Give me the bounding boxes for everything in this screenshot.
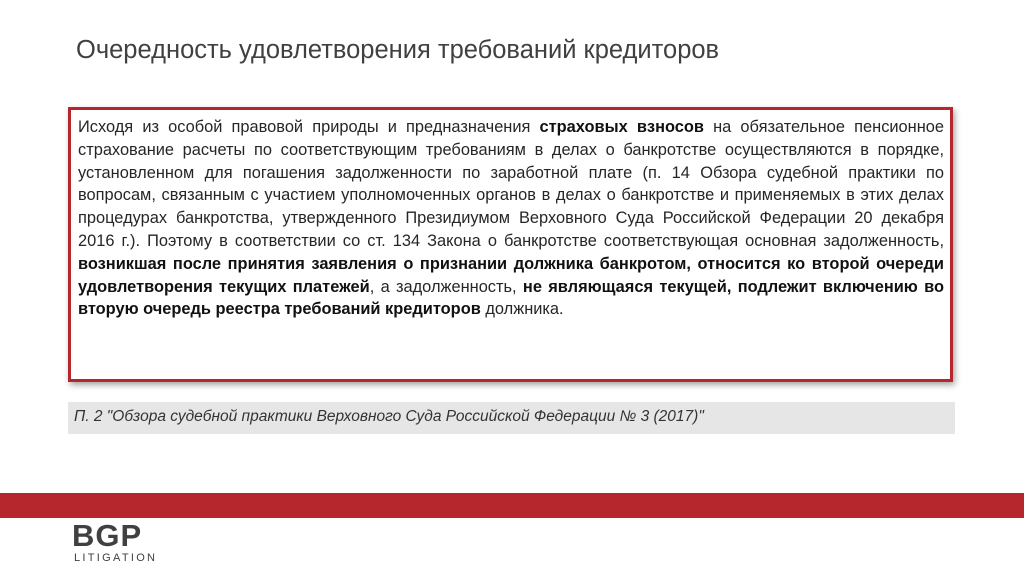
quote-segment-4-bold: возникшая после принятия заявления о признании должника банкротом, относится ко второй очереди удовлетворения текущих платежей xyxy=(78,254,944,296)
quote-text xyxy=(78,116,944,321)
footer-band xyxy=(0,493,1024,518)
quote-segment-6-bold: не являющаяся текущей, подлежит включению во вторую очередь реестра требований кредиторов xyxy=(78,277,944,319)
quote-box xyxy=(68,107,953,382)
source-citation-bar xyxy=(68,402,955,434)
quote-segment-2-bold: страховых взносов xyxy=(539,118,704,136)
slide-title: Очередность удовлетворения требований кредиторов xyxy=(76,36,720,64)
source-citation-text: П. 2 "Обзора судебной практики Верховного Суда Российской Федерации № 3 (2017)" xyxy=(74,408,704,425)
bgp-litigation-logo xyxy=(72,519,172,569)
logo-sub-text: LITIGATION xyxy=(74,552,158,564)
quote-segment-7: должника. xyxy=(480,300,564,319)
quote-segment-1: Исходя из особой правовой природы и предназначения xyxy=(78,118,540,136)
quote-segment-3: на обязательное пенсионное страхование расчеты по соответствующим требованиям в делах о банкротстве осуществляются в порядке, установленном для погашения задолженности по заработной плате (п. 14 Обзора судебной практики по вопросам, связанным с участием уполномоченных органов в делах о банкротстве и применяемых в этих делах процедурах банкротства, утвержденного Президиумом Верховного Суда Российской Федерации 20 декабря 2016 г.). Поэтому в соответствии со ст. 134 Закона о банкротстве соответствующая основная задолженность, xyxy=(78,118,944,250)
quote-segment-5: , а задолженность, xyxy=(369,277,523,296)
logo-main-text: BGP xyxy=(72,518,143,553)
